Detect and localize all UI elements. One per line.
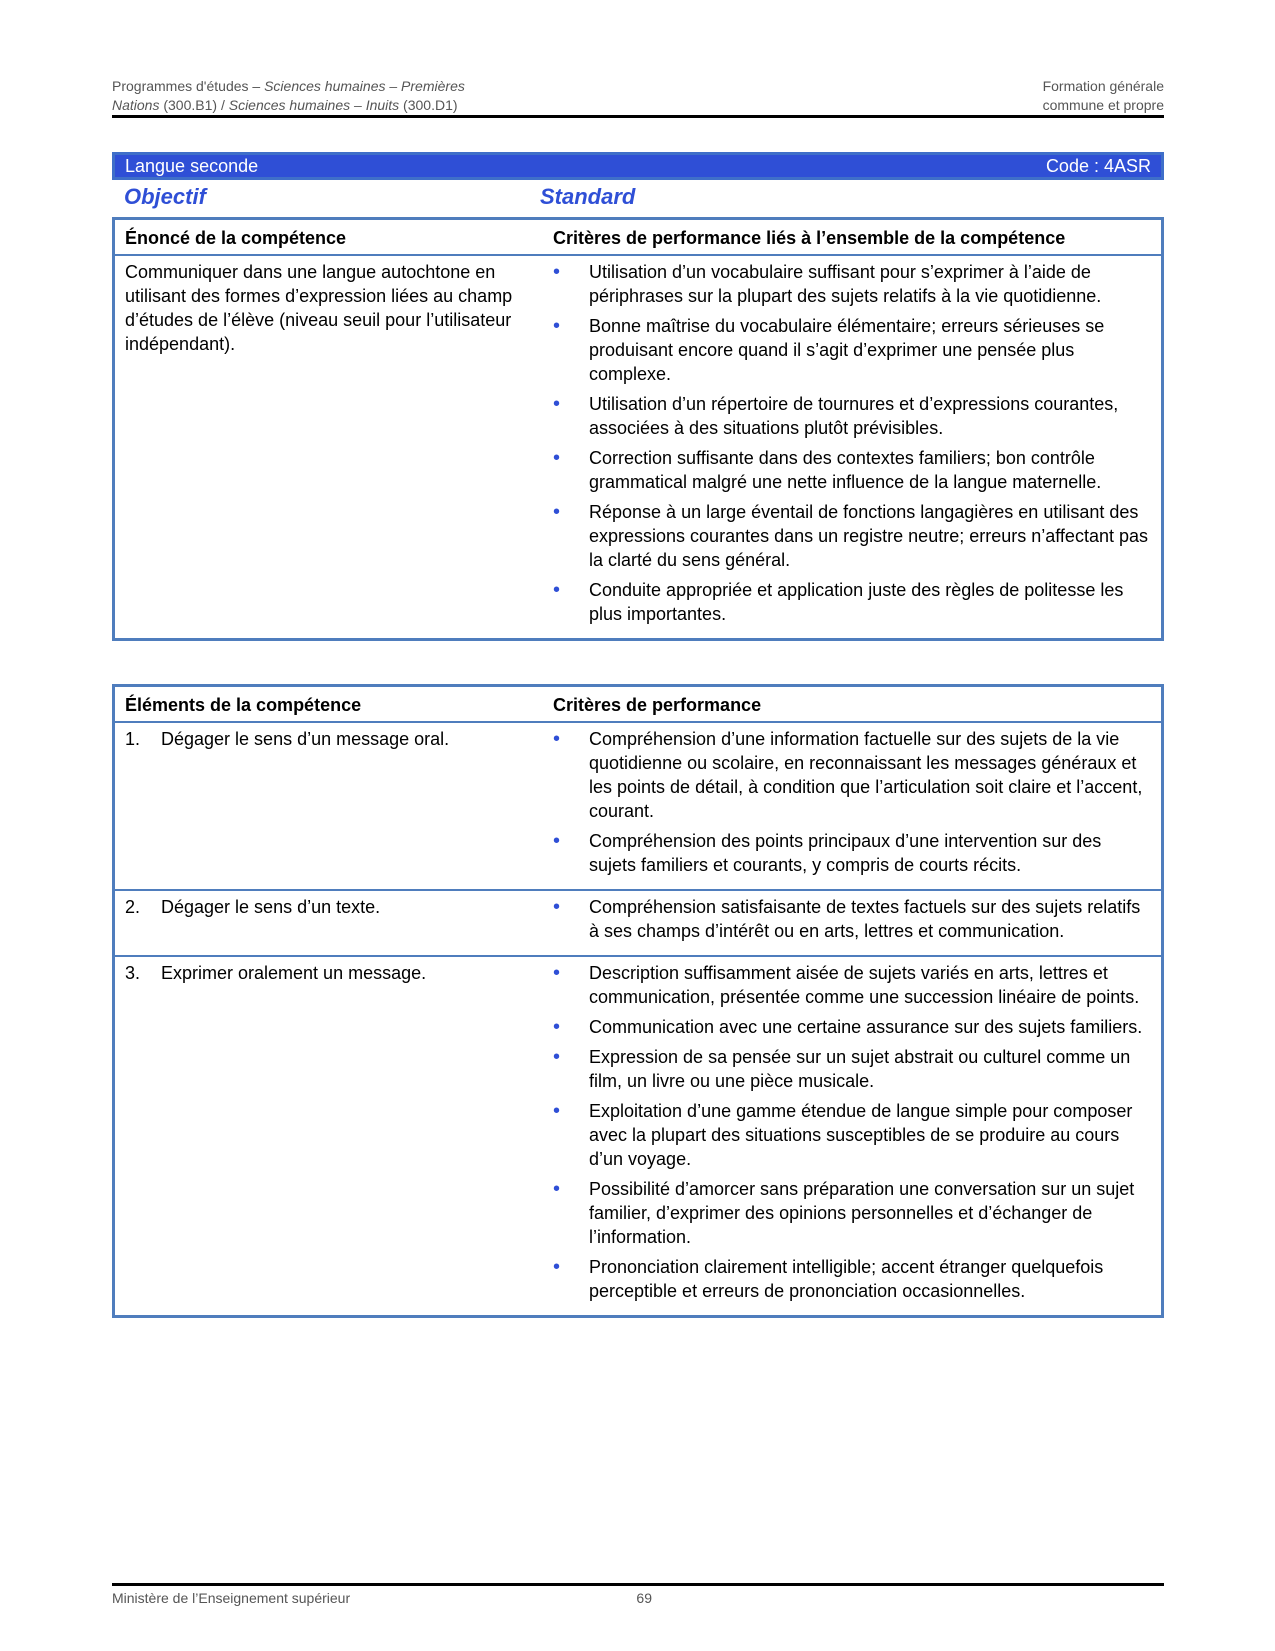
- elements-column-header: Éléments de la compétence: [114, 686, 544, 723]
- header-title-line1: Programmes d'études – Sciences humaines – Premières: [112, 78, 465, 94]
- element-criteria: [543, 956, 1163, 1317]
- course-title: Langue seconde: [125, 155, 259, 176]
- criteria-list: [553, 961, 1151, 1303]
- statement-column-header: Énoncé de la compétence: [114, 219, 544, 256]
- criteria-list: [553, 895, 1151, 943]
- criterion-item: • Correction suffisante dans des contextes familiers; bon contrôle grammatical malgré une nette influence de la langue maternelle.: [553, 446, 1151, 494]
- criterion-item: • Utilisation d’un répertoire de tournures et d’expressions courantes, associées à des situations plutôt prévisibles.: [553, 392, 1151, 440]
- element-row: [114, 956, 1163, 1317]
- criteria-column-header: Critères de performance liés à l’ensemble de la compétence: [543, 219, 1163, 256]
- course-code: Code : 4ASR: [1045, 155, 1151, 176]
- criteria-list: [553, 727, 1151, 877]
- criterion-item: • Prononciation clairement intelligible; accent étranger quelquefois perceptible et erreurs de prononciation occasionnelles.: [553, 1255, 1151, 1303]
- criterion-item: • Exploitation d’une gamme étendue de langue simple pour composer avec la plupart des situations susceptibles de se produire au cours d’un voyage.: [553, 1099, 1151, 1171]
- header-divider: [112, 115, 1164, 118]
- criterion-item: • Conduite appropriée et application juste des règles de politesse les plus importantes.: [553, 578, 1151, 626]
- objective-standard-headings: [112, 184, 1164, 214]
- competency-statement-table: [112, 217, 1164, 641]
- footer-divider: [112, 1583, 1164, 1586]
- criterion-item: • Communication avec une certaine assurance sur des sujets familiers.: [553, 1015, 1151, 1039]
- criterion-item: • Expression de sa pensée sur un sujet abstrait ou culturel comme un film, un livre ou une pièce musicale.: [553, 1045, 1151, 1093]
- header-right-line1: Formation générale: [1042, 78, 1164, 94]
- element-criteria: [543, 890, 1163, 956]
- criterion-item: • Bonne maîtrise du vocabulaire élémentaire; erreurs sérieuses se produisant encore quand il s’agit d’exprimer une pensée plus complexe.: [553, 314, 1151, 386]
- course-banner: [112, 152, 1164, 180]
- overall-criteria: [543, 255, 1163, 640]
- criterion-item: • Compréhension satisfaisante de textes factuels sur des sujets relatifs à ses champs d’intérêt ou en arts, lettres et communication.: [553, 895, 1151, 943]
- element-label: 3. Exprimer oralement un message.: [114, 956, 544, 1317]
- criterion-item: • Compréhension d’une information factuelle sur des sujets de la vie quotidienne ou scolaire, en reconnaissant les messages généraux et les points de détail, à condition que l’articulation soit claire et l’accent, courant.: [553, 727, 1151, 823]
- running-header: [112, 77, 1164, 115]
- element-label: 2. Dégager le sens d’un texte.: [114, 890, 544, 956]
- criterion-item: • Réponse à un large éventail de fonctions langagières en utilisant des expressions courantes dans un registre neutre; erreurs n’affectant pas la clarté du sens général.: [553, 500, 1151, 572]
- criterion-item: • Compréhension des points principaux d’une intervention sur des sujets familiers et courants, y compris de courts récits.: [553, 829, 1151, 877]
- element-row: [114, 722, 1163, 890]
- element-criteria: [543, 722, 1163, 890]
- running-footer: [112, 1590, 652, 1606]
- criteria-list: [553, 260, 1151, 626]
- performance-column-header: Critères de performance: [543, 686, 1163, 723]
- criterion-item: • Description suffisamment aisée de sujets variés en arts, lettres et communication, présentée comme une succession linéaire de points.: [553, 961, 1151, 1009]
- header-right-line2: commune et propre: [1042, 97, 1164, 113]
- header-title-line2: Nations (300.B1) / Sciences humaines – Inuits (300.D1): [112, 97, 458, 113]
- element-row: [114, 890, 1163, 956]
- footer-ministry: Ministère de l’Enseignement supérieur: [112, 1590, 351, 1606]
- competency-elements-table: [112, 684, 1164, 1318]
- criterion-item: • Utilisation d’un vocabulaire suffisant pour s’exprimer à l’aide de périphrases sur la plupart des sujets relatifs à la vie quotidienne.: [553, 260, 1151, 308]
- objective-heading: Objectif: [124, 184, 206, 209]
- page-number: 69: [636, 1590, 652, 1606]
- competency-statement: Communiquer dans une langue autochtone en utilisant des formes d’expression liées au champ d’études de l’élève (niveau seuil pour l’utilisateur indépendant).: [125, 262, 513, 354]
- standard-heading: Standard: [540, 184, 636, 209]
- criterion-item: • Possibilité d’amorcer sans préparation une conversation sur un sujet familier, d’exprimer des opinions personnelles et d’échanger de l’information.: [553, 1177, 1151, 1249]
- element-label: 1. Dégager le sens d’un message oral.: [125, 729, 450, 749]
